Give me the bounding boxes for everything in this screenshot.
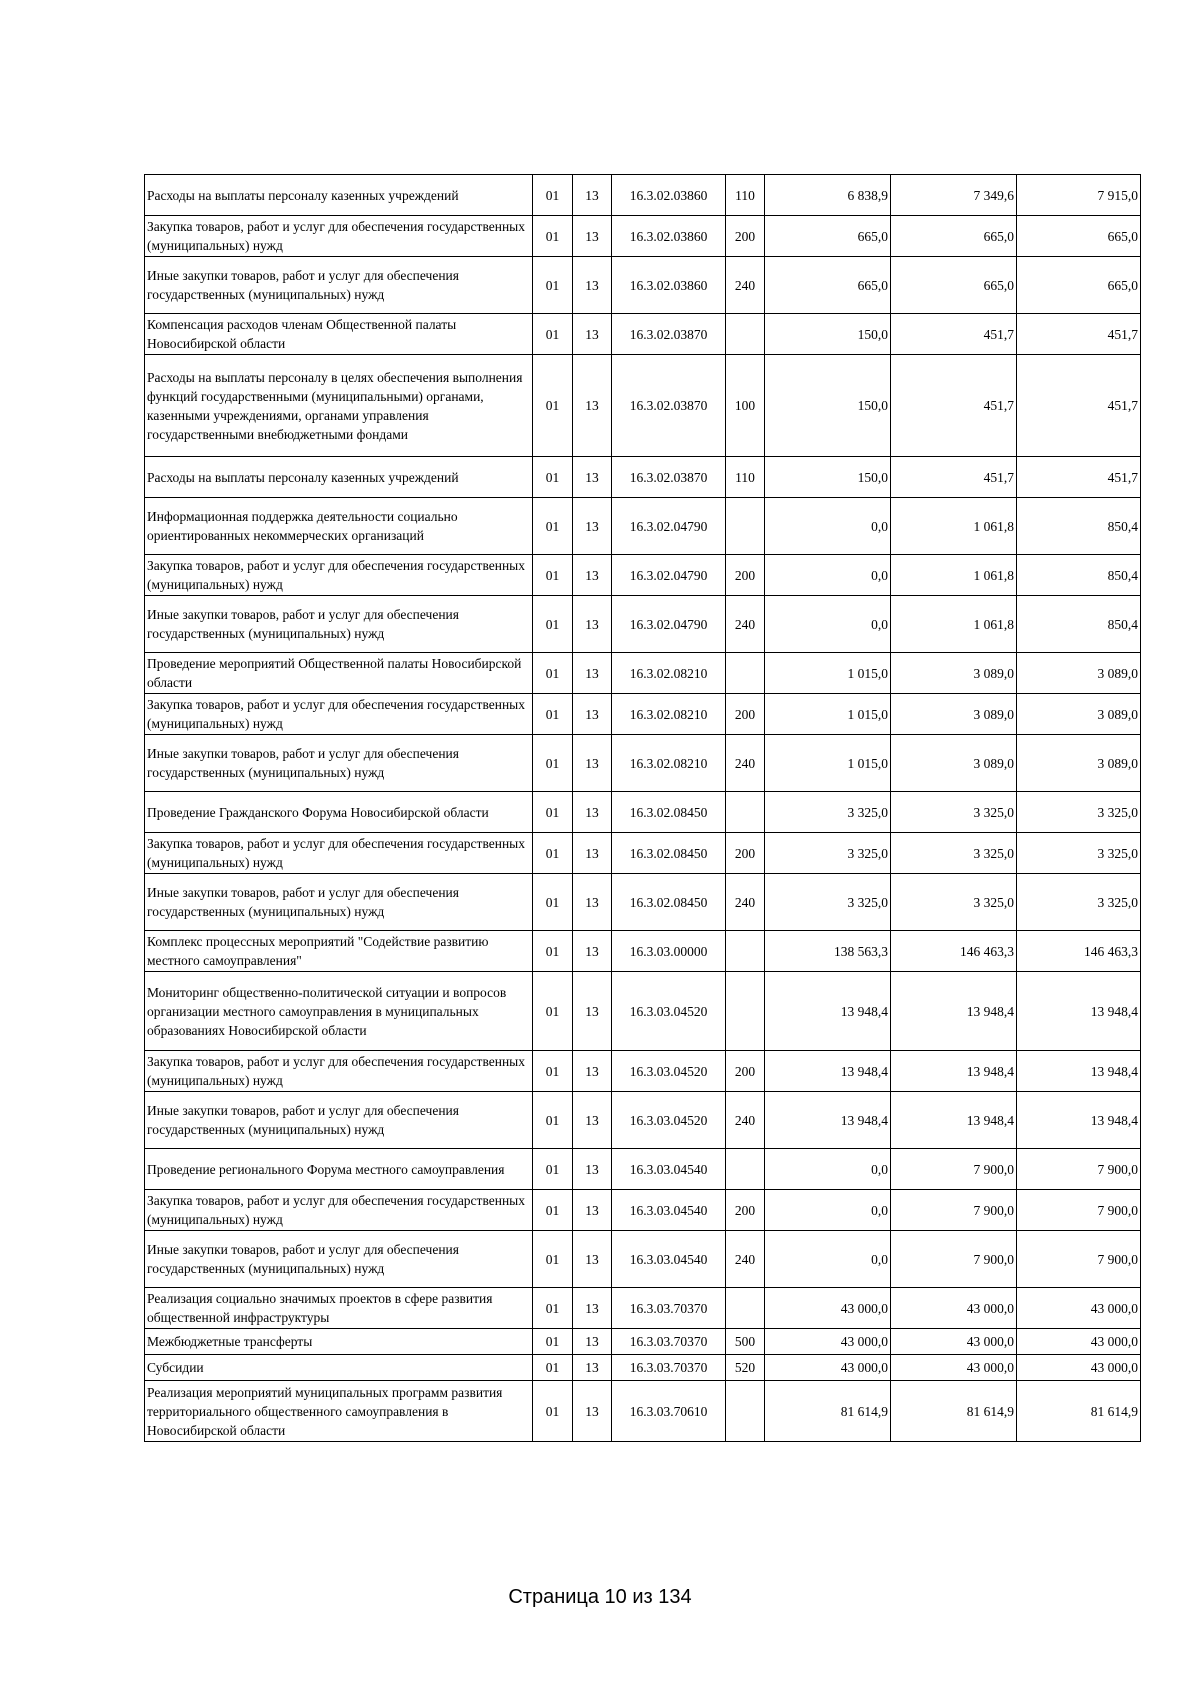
target-article-code: 16.3.03.04540 [612,1149,726,1190]
amount-year-1: 0,0 [765,498,891,555]
amount-year-3: 3 325,0 [1017,874,1141,931]
amount-year-3: 7 900,0 [1017,1149,1141,1190]
table-row [145,257,1141,314]
subsection-code: 13 [573,1381,612,1442]
expense-name: Закупка товаров, работ и услуг для обеспечения государственных (муниципальных) нужд [145,555,533,596]
subsection-code: 13 [573,1355,612,1381]
amount-year-2: 3 325,0 [891,792,1017,833]
amount-year-1: 3 325,0 [765,792,891,833]
subsection-code: 13 [573,216,612,257]
amount-year-2: 7 900,0 [891,1149,1017,1190]
amount-year-3: 3 325,0 [1017,792,1141,833]
table-row [145,1329,1141,1355]
amount-year-3: 43 000,0 [1017,1329,1141,1355]
expense-name: Закупка товаров, работ и услуг для обеспечения государственных (муниципальных) нужд [145,694,533,735]
table-row [145,1288,1141,1329]
section-code: 01 [533,1149,573,1190]
table-body [145,175,1141,1442]
target-article-code: 16.3.03.04520 [612,1092,726,1149]
table-row [145,792,1141,833]
amount-year-3: 451,7 [1017,355,1141,457]
section-code: 01 [533,833,573,874]
expense-name: Расходы на выплаты персоналу в целях обеспечения выполнения функций государственными (муниципальными) органами, казенными учреждениями, органами управления государственными внебюджетными фондами [145,355,533,457]
expense-type-code: 240 [726,735,765,792]
amount-year-3: 7 900,0 [1017,1231,1141,1288]
expense-name: Проведение мероприятий Общественной палаты Новосибирской области [145,653,533,694]
amount-year-3: 43 000,0 [1017,1355,1141,1381]
amount-year-1: 0,0 [765,596,891,653]
expense-name: Расходы на выплаты персоналу казенных учреждений [145,457,533,498]
subsection-code: 13 [573,1329,612,1355]
table-row [145,1149,1141,1190]
section-code: 01 [533,1355,573,1381]
amount-year-1: 0,0 [765,1231,891,1288]
amount-year-2: 81 614,9 [891,1381,1017,1442]
target-article-code: 16.3.03.70370 [612,1329,726,1355]
table-row [145,1092,1141,1149]
amount-year-3: 3 089,0 [1017,694,1141,735]
table-row [145,216,1141,257]
amount-year-1: 43 000,0 [765,1329,891,1355]
target-article-code: 16.3.03.04540 [612,1231,726,1288]
expense-name: Закупка товаров, работ и услуг для обеспечения государственных (муниципальных) нужд [145,1051,533,1092]
amount-year-2: 3 325,0 [891,833,1017,874]
expense-name: Комплекс процессных мероприятий "Содействие развитию местного самоуправления" [145,931,533,972]
subsection-code: 13 [573,653,612,694]
target-article-code: 16.3.02.08450 [612,833,726,874]
target-article-code: 16.3.02.04790 [612,596,726,653]
expense-type-code: 100 [726,355,765,457]
amount-year-1: 150,0 [765,355,891,457]
section-code: 01 [533,1329,573,1355]
table-row [145,874,1141,931]
expense-type-code [726,972,765,1051]
target-article-code: 16.3.03.04520 [612,972,726,1051]
section-code: 01 [533,694,573,735]
expense-type-code: 200 [726,216,765,257]
expense-name: Мониторинг общественно-политической ситуации и вопросов организации местного самоуправления в муниципальных образованиях Новосибирской области [145,972,533,1051]
section-code: 01 [533,874,573,931]
target-article-code: 16.3.02.08450 [612,792,726,833]
amount-year-2: 3 325,0 [891,874,1017,931]
expense-name: Иные закупки товаров, работ и услуг для обеспечения государственных (муниципальных) нужд [145,874,533,931]
expense-name: Реализация социально значимых проектов в сфере развития общественной инфраструктуры [145,1288,533,1329]
expense-name: Иные закупки товаров, работ и услуг для обеспечения государственных (муниципальных) нужд [145,596,533,653]
amount-year-2: 146 463,3 [891,931,1017,972]
amount-year-1: 1 015,0 [765,694,891,735]
subsection-code: 13 [573,931,612,972]
expense-name: Субсидии [145,1355,533,1381]
expense-name: Компенсация расходов членам Общественной палаты Новосибирской области [145,314,533,355]
amount-year-3: 665,0 [1017,216,1141,257]
amount-year-2: 13 948,4 [891,1092,1017,1149]
amount-year-1: 0,0 [765,1149,891,1190]
section-code: 01 [533,555,573,596]
expense-type-code [726,653,765,694]
amount-year-1: 13 948,4 [765,1092,891,1149]
amount-year-2: 451,7 [891,355,1017,457]
budget-table [144,174,1141,1442]
expense-type-code: 240 [726,257,765,314]
amount-year-1: 13 948,4 [765,1051,891,1092]
target-article-code: 16.3.02.03870 [612,314,726,355]
subsection-code: 13 [573,355,612,457]
expense-type-code [726,792,765,833]
expense-name: Иные закупки товаров, работ и услуг для обеспечения государственных (муниципальных) нужд [145,1092,533,1149]
target-article-code: 16.3.02.04790 [612,555,726,596]
target-article-code: 16.3.02.04790 [612,498,726,555]
amount-year-1: 6 838,9 [765,175,891,216]
expense-type-code [726,1149,765,1190]
expense-name: Расходы на выплаты персоналу казенных учреждений [145,175,533,216]
subsection-code: 13 [573,735,612,792]
amount-year-1: 3 325,0 [765,874,891,931]
section-code: 01 [533,457,573,498]
expense-name: Иные закупки товаров, работ и услуг для обеспечения государственных (муниципальных) нужд [145,735,533,792]
expense-type-code: 200 [726,555,765,596]
section-code: 01 [533,931,573,972]
amount-year-3: 146 463,3 [1017,931,1141,972]
amount-year-2: 1 061,8 [891,498,1017,555]
target-article-code: 16.3.02.08210 [612,653,726,694]
subsection-code: 13 [573,314,612,355]
amount-year-3: 451,7 [1017,457,1141,498]
table-row [145,596,1141,653]
amount-year-3: 7 900,0 [1017,1190,1141,1231]
table-row [145,1355,1141,1381]
section-code: 01 [533,216,573,257]
amount-year-1: 665,0 [765,257,891,314]
expense-name: Межбюджетные трансферты [145,1329,533,1355]
amount-year-2: 1 061,8 [891,555,1017,596]
table-row [145,498,1141,555]
target-article-code: 16.3.02.08210 [612,694,726,735]
expense-name: Проведение регионального Форума местного самоуправления [145,1149,533,1190]
target-article-code: 16.3.02.08210 [612,735,726,792]
section-code: 01 [533,972,573,1051]
expense-type-code [726,1381,765,1442]
amount-year-3: 7 915,0 [1017,175,1141,216]
subsection-code: 13 [573,1231,612,1288]
expense-type-code [726,931,765,972]
section-code: 01 [533,314,573,355]
amount-year-1: 1 015,0 [765,735,891,792]
section-code: 01 [533,1190,573,1231]
amount-year-3: 3 089,0 [1017,653,1141,694]
subsection-code: 13 [573,1190,612,1231]
amount-year-2: 13 948,4 [891,972,1017,1051]
table-row [145,1190,1141,1231]
expense-name: Закупка товаров, работ и услуг для обеспечения государственных (муниципальных) нужд [145,216,533,257]
amount-year-1: 0,0 [765,555,891,596]
amount-year-3: 850,4 [1017,498,1141,555]
subsection-code: 13 [573,1288,612,1329]
table-row [145,555,1141,596]
amount-year-1: 81 614,9 [765,1381,891,1442]
section-code: 01 [533,792,573,833]
subsection-code: 13 [573,1092,612,1149]
amount-year-2: 665,0 [891,257,1017,314]
table-row [145,314,1141,355]
expense-type-code: 240 [726,1092,765,1149]
amount-year-2: 43 000,0 [891,1329,1017,1355]
expense-name: Реализация мероприятий муниципальных программ развития территориального общественного самоуправления в Новосибирской области [145,1381,533,1442]
table-row [145,735,1141,792]
expense-type-code: 240 [726,1231,765,1288]
amount-year-1: 138 563,3 [765,931,891,972]
subsection-code: 13 [573,1149,612,1190]
subsection-code: 13 [573,596,612,653]
target-article-code: 16.3.02.03860 [612,175,726,216]
amount-year-3: 81 614,9 [1017,1381,1141,1442]
subsection-code: 13 [573,457,612,498]
expense-type-code [726,314,765,355]
amount-year-1: 150,0 [765,457,891,498]
amount-year-3: 3 325,0 [1017,833,1141,874]
subsection-code: 13 [573,257,612,314]
amount-year-2: 451,7 [891,314,1017,355]
table-row [145,694,1141,735]
expense-type-code: 240 [726,874,765,931]
amount-year-3: 3 089,0 [1017,735,1141,792]
amount-year-2: 7 900,0 [891,1190,1017,1231]
amount-year-1: 3 325,0 [765,833,891,874]
amount-year-2: 3 089,0 [891,735,1017,792]
amount-year-1: 43 000,0 [765,1355,891,1381]
table-row [145,1231,1141,1288]
expense-name: Информационная поддержка деятельности социально ориентированных некоммерческих организаций [145,498,533,555]
subsection-code: 13 [573,694,612,735]
section-code: 01 [533,1381,573,1442]
amount-year-1: 43 000,0 [765,1288,891,1329]
table-row [145,355,1141,457]
target-article-code: 16.3.03.70610 [612,1381,726,1442]
expense-type-code [726,1288,765,1329]
expense-type-code: 500 [726,1329,765,1355]
amount-year-1: 665,0 [765,216,891,257]
expense-name: Проведение Гражданского Форума Новосибирской области [145,792,533,833]
amount-year-3: 43 000,0 [1017,1288,1141,1329]
subsection-code: 13 [573,1051,612,1092]
amount-year-3: 665,0 [1017,257,1141,314]
amount-year-1: 150,0 [765,314,891,355]
expense-type-code: 200 [726,1051,765,1092]
amount-year-2: 451,7 [891,457,1017,498]
amount-year-3: 850,4 [1017,555,1141,596]
subsection-code: 13 [573,972,612,1051]
expense-type-code: 110 [726,175,765,216]
subsection-code: 13 [573,175,612,216]
amount-year-2: 1 061,8 [891,596,1017,653]
table-row [145,931,1141,972]
expense-type-code [726,498,765,555]
target-article-code: 16.3.02.03870 [612,457,726,498]
expense-type-code: 110 [726,457,765,498]
amount-year-3: 850,4 [1017,596,1141,653]
table-row [145,457,1141,498]
subsection-code: 13 [573,792,612,833]
target-article-code: 16.3.02.03870 [612,355,726,457]
section-code: 01 [533,596,573,653]
section-code: 01 [533,355,573,457]
section-code: 01 [533,1092,573,1149]
target-article-code: 16.3.02.03860 [612,257,726,314]
table-row [145,653,1141,694]
target-article-code: 16.3.03.70370 [612,1288,726,1329]
target-article-code: 16.3.02.03860 [612,216,726,257]
expense-type-code: 200 [726,1190,765,1231]
amount-year-3: 13 948,4 [1017,1092,1141,1149]
section-code: 01 [533,1051,573,1092]
subsection-code: 13 [573,498,612,555]
table-row [145,833,1141,874]
expense-name: Закупка товаров, работ и услуг для обеспечения государственных (муниципальных) нужд [145,833,533,874]
target-article-code: 16.3.03.04520 [612,1051,726,1092]
subsection-code: 13 [573,833,612,874]
expense-name: Иные закупки товаров, работ и услуг для обеспечения государственных (муниципальных) нужд [145,1231,533,1288]
amount-year-3: 451,7 [1017,314,1141,355]
expense-type-code: 520 [726,1355,765,1381]
page-number: Страница 10 из 134 [508,1586,692,1608]
amount-year-1: 1 015,0 [765,653,891,694]
expense-type-code: 200 [726,833,765,874]
amount-year-2: 3 089,0 [891,653,1017,694]
amount-year-2: 7 349,6 [891,175,1017,216]
expense-type-code: 200 [726,694,765,735]
table-row [145,1051,1141,1092]
subsection-code: 13 [573,555,612,596]
section-code: 01 [533,1288,573,1329]
target-article-code: 16.3.02.08450 [612,874,726,931]
expense-name: Иные закупки товаров, работ и услуг для обеспечения государственных (муниципальных) нужд [145,257,533,314]
table-row [145,175,1141,216]
expense-type-code: 240 [726,596,765,653]
amount-year-3: 13 948,4 [1017,1051,1141,1092]
amount-year-2: 43 000,0 [891,1355,1017,1381]
amount-year-2: 665,0 [891,216,1017,257]
amount-year-3: 13 948,4 [1017,972,1141,1051]
table-row [145,972,1141,1051]
target-article-code: 16.3.03.00000 [612,931,726,972]
target-article-code: 16.3.03.70370 [612,1355,726,1381]
amount-year-2: 7 900,0 [891,1231,1017,1288]
target-article-code: 16.3.03.04540 [612,1190,726,1231]
expense-name: Закупка товаров, работ и услуг для обеспечения государственных (муниципальных) нужд [145,1190,533,1231]
section-code: 01 [533,498,573,555]
amount-year-1: 13 948,4 [765,972,891,1051]
section-code: 01 [533,175,573,216]
amount-year-2: 3 089,0 [891,694,1017,735]
section-code: 01 [533,257,573,314]
table-row [145,1381,1141,1442]
section-code: 01 [533,1231,573,1288]
amount-year-2: 43 000,0 [891,1288,1017,1329]
amount-year-1: 0,0 [765,1190,891,1231]
section-code: 01 [533,653,573,694]
subsection-code: 13 [573,874,612,931]
section-code: 01 [533,735,573,792]
amount-year-2: 13 948,4 [891,1051,1017,1092]
